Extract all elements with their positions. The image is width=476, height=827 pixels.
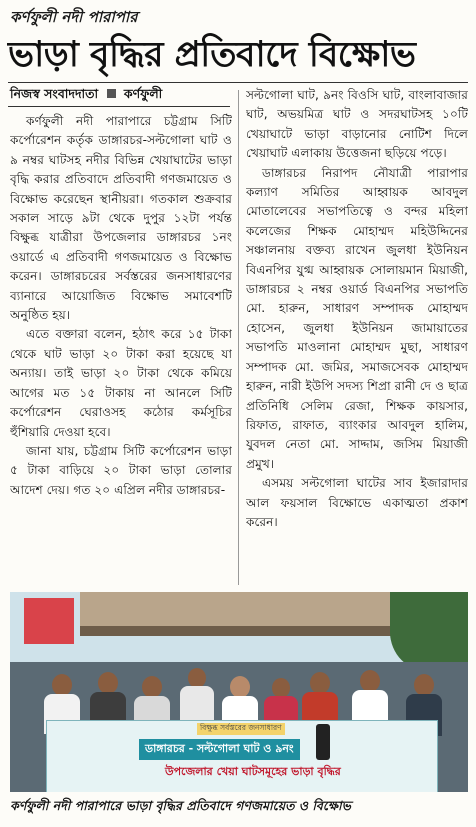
article-column-1 [10, 112, 232, 586]
banner-line-2: উপজেলার খেয়া ঘাটসমূহের ভাড়া বৃদ্ধির [165, 765, 341, 778]
protester [188, 668, 206, 688]
article-headline: ভাড়া বৃদ্ধির প্রতিবাদে বিক্ষোভ [8, 35, 416, 75]
protester [414, 674, 434, 696]
byline-location: কর্ণফুলী [123, 86, 163, 101]
protester [98, 672, 118, 694]
protester [52, 674, 72, 696]
photo-caption: কর্ণফুলী নদী পারাপারে ভাড়া বৃদ্ধির প্রতিবাদে গণজমায়েত ও বিক্ষোভ [10, 798, 351, 813]
article-kicker: কর্ণফুলী নদী পারাপার [10, 8, 138, 26]
byline-square-icon [107, 89, 116, 98]
microphone-icon [316, 724, 330, 760]
protest-photo [10, 592, 468, 792]
paragraph: সল্টগোলা ঘাট, ৯নং বিওসি ঘাট, বাংলাবাজার ঘাট, অভয়মিত্র ঘাট ও সদরঘাটসহ ১০টি খেয়াঘাটে ভাড়া বাড়ানোর নোটিশ দিলে খেয়াঘাট এলাকায় উত্তেজনা ছড়িয়ে পড়ে। [246, 88, 468, 161]
paragraph: জানা যায়, চট্টগ্রাম সিটি কর্পোরেশন ভাড়া ৫ টাকা বাড়িয়ে ২০ টাকা ভাড়া তোলার আদেশ দেয়। গত ২০ এপ্রিল নদীর ডাঙ্গারচর- [10, 443, 232, 497]
photo-flag [24, 598, 74, 644]
protester [310, 672, 330, 694]
banner-line-1: ডাঙ্গারচর - সল্টগোলা ঘাট ও ৯নং [139, 739, 300, 760]
headline-divider [8, 82, 468, 83]
paragraph: এসময় সল্টগোলা ঘাটের সাব ইজারাদার আল ফয়সাল বিক্ষোভে একাত্মতা প্রকাশ করেন। [246, 476, 468, 529]
protest-banner [46, 720, 438, 792]
protester [272, 678, 290, 698]
protester [142, 676, 162, 698]
banner-organizer: বিক্ষুব্ধ সর্বস্তরের জনসাধারণ [197, 723, 285, 735]
paragraph: এতে বক্তারা বলেন, হঠাৎ করে ১৫ টাকা থেকে ঘাট ভাড়া ২০ টাকা করা হয়েছে যা অন্যায়। তাই ভাড়া ২০ টাকা থেকে কমিয়ে আগের মত ১৫ টাকায় না আনলে সিটি কর্পোরেশন ঘেরাওসহ কঠোর কর্মসূচির হুঁশিয়ারি দেওয়া হবে। [10, 327, 232, 439]
photo-tree [390, 592, 468, 672]
protester [360, 670, 380, 692]
photo-roof-shadow [80, 626, 400, 636]
paragraph: ডাঙ্গারচর নিরাপদ নৌযাত্রী পারাপার কল্যাণ সমিতির আহ্বায়ক আবদুল মোতালেবের সভাপতিত্বে ও বন্দর মহিলা কলেজের শিক্ষক মোহাম্মদ মহিউদ্দিনের সঞ্চালনায় বক্তব্য রাখেন জুলধা ইউনিয়ন বিএনপির যুগ্ম আহ্বায়ক সোলায়মান মিয়াজী, ডাঙ্গারচর ২ নম্বর ওয়ার্ড বিএনপির সভাপতি মো. হারুন, সাধারণ সম্পাদক মোহাম্মদ হোসেন, জুলধা ইউনিয়ন জামায়াতের সভাপতি মাওলানা মোহাম্মদ মুছা, সাধারণ সম্পাদক মো. জমির, সমাজসেবক মোহাম্মদ হারুন, নারী ইউপি সদস্য শিপ্রা রানী দে ও ছাত্র প্রতিনিধি সেলিম রেজা, শিক্ষক কায়সার, রিফাত, রাফাত, ব্যাংকার আবদুল হালিম, যুবদল নেতা মো. সাদ্দাম, জসিম মিয়াজী প্রমুখ। [246, 165, 468, 471]
protester [230, 676, 250, 698]
byline-divider [8, 106, 230, 107]
photo-roof [80, 592, 400, 626]
byline [10, 86, 162, 106]
article-column-2 [246, 86, 468, 586]
byline-reporter: নিজস্ব সংবাদদাতা [10, 86, 99, 101]
paragraph: কর্ণফুলী নদী পারাপারে চট্টগ্রাম সিটি কর্পোরেশন কর্তৃক ডাঙ্গারচর-সল্টগোলা ঘাট ও ৯ নম্বর ঘাটসহ নদীর বিভিন্ন খেয়াঘাটের ভাড়া বৃদ্ধি করার প্রতিবাদে প্রতিবাদী গণজমায়েত ও বিক্ষোভ করেছেন স্থানীয়রা। গতকাল শুক্রবার সকাল সাড়ে ৯টা থেকে দুপুর ১২টা পর্যন্ত বিক্ষুব্ধ যাত্রীরা উপজেলার ডাঙ্গারচর ১নং ওয়ার্ডে এ প্রতিবাদী গণজমায়েত ও বিক্ষোভ করেন। ডাঙ্গারচরের সর্বস্তরের জনসাধারণের ব্যানারে আয়োজিত বিক্ষোভ সমাবেশটি অনুষ্ঠিত হয়। [10, 114, 232, 323]
column-divider [238, 90, 239, 585]
